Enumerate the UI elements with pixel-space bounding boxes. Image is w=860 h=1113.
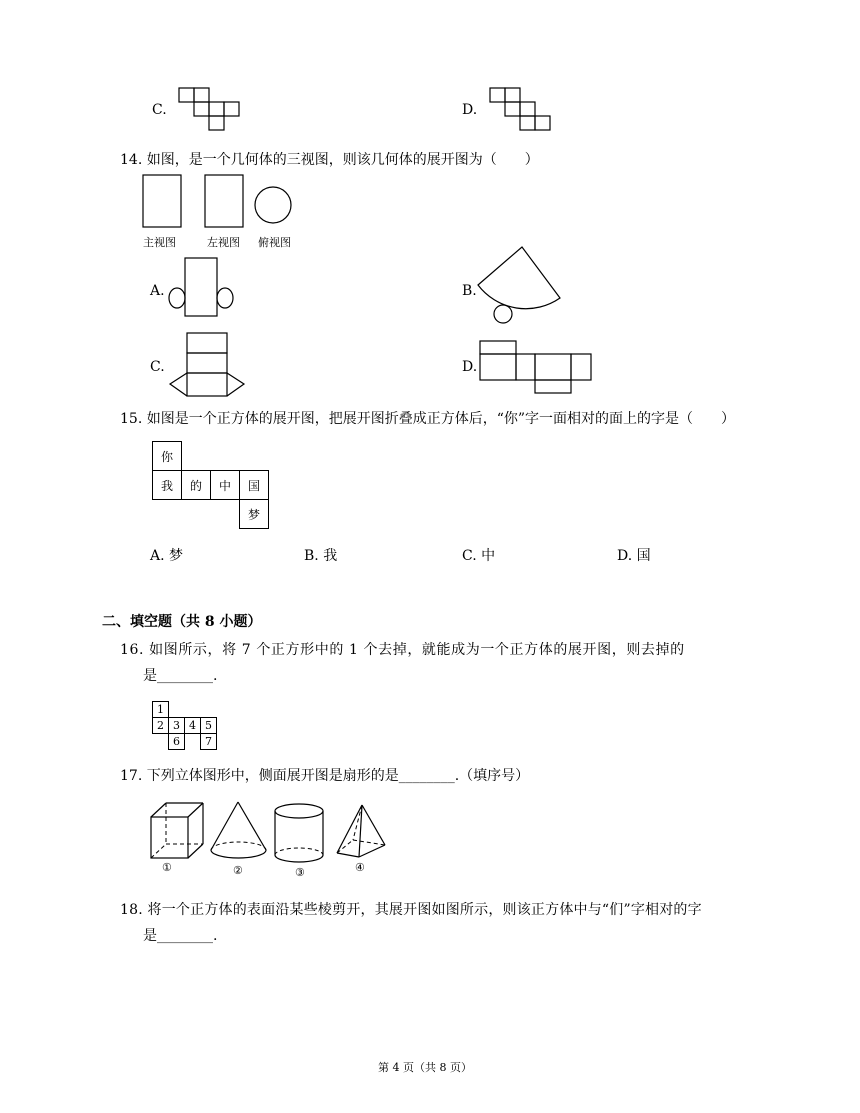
q18-question-line1: 18. 将一个正方体的表面沿某些棱剪开，其展开图如图所示，则该正方体中与“们”字相对的字 [120,902,702,918]
q16-square: 2 [153,718,169,734]
q17-cone [211,802,266,858]
q14-side-view-label: 左视图 [207,236,240,249]
q17-label-2: ② [233,864,243,877]
q14-option-c-label: C. [150,359,165,375]
q14-question: 14. 如图，是一个几何体的三视图，则该几何体的展开图为（ ） [120,152,539,168]
q16-square: 5 [201,718,217,734]
q15-question: 15. 如图是一个正方体的展开图，把展开图折叠成正方体后，“你”字一面相对的面上的字是（ ） [120,411,736,427]
q14-top-view-label: 俯视图 [258,236,291,249]
q16-square: 7 [201,734,217,750]
q17-cylinder [275,804,323,862]
q17-question: 17. 下列立体图形中，侧面展开图是扇形的是________.（填序号） [120,768,530,784]
q16-square: 1 [153,702,169,718]
q13-option-c-label: C. [152,102,167,118]
q16-square: 6 [169,734,185,750]
q17-label-3: ③ [295,866,305,879]
q15-face: 中 [211,471,240,500]
q15-face: 的 [182,471,211,500]
page-number: 第 4 页（共 8 页） [378,1061,472,1074]
q16-square: 4 [185,718,201,734]
q14-option-b-label: B. [462,283,477,299]
q14-option-d-label: D. [462,359,478,375]
q15-face: 我 [153,471,182,500]
q14-option-a-label: A. [150,283,165,299]
q17-pyramid [337,805,385,857]
q15-option-b: B. 我 [304,548,338,564]
section-title: 二、填空题（共 8 小题） [102,614,262,630]
q14-front-view-label: 主视图 [143,236,176,249]
q16-question-line1: 16. 如图所示，将 7 个正方形中的 1 个去掉，就能成为一个正方体的展开图，则去掉的 [120,642,685,658]
q15-face-top: 你 [153,442,182,471]
q13-option-d-label: D. [462,102,478,118]
q15-option-a: A. 梦 [150,548,184,564]
q18-question-line2: 是________. [143,928,218,944]
q15-option-d: D. 国 [617,548,651,564]
q15-face: 国 [240,471,269,500]
q17-label-1: ① [162,861,172,874]
q15-face-bottom: 梦 [240,500,269,529]
q16-square: 3 [169,718,185,734]
q17-label-4: ④ [355,861,365,874]
q16-question-line2: 是________. [143,668,218,684]
q17-cube [151,803,203,858]
q15-option-c: C. 中 [462,548,496,564]
